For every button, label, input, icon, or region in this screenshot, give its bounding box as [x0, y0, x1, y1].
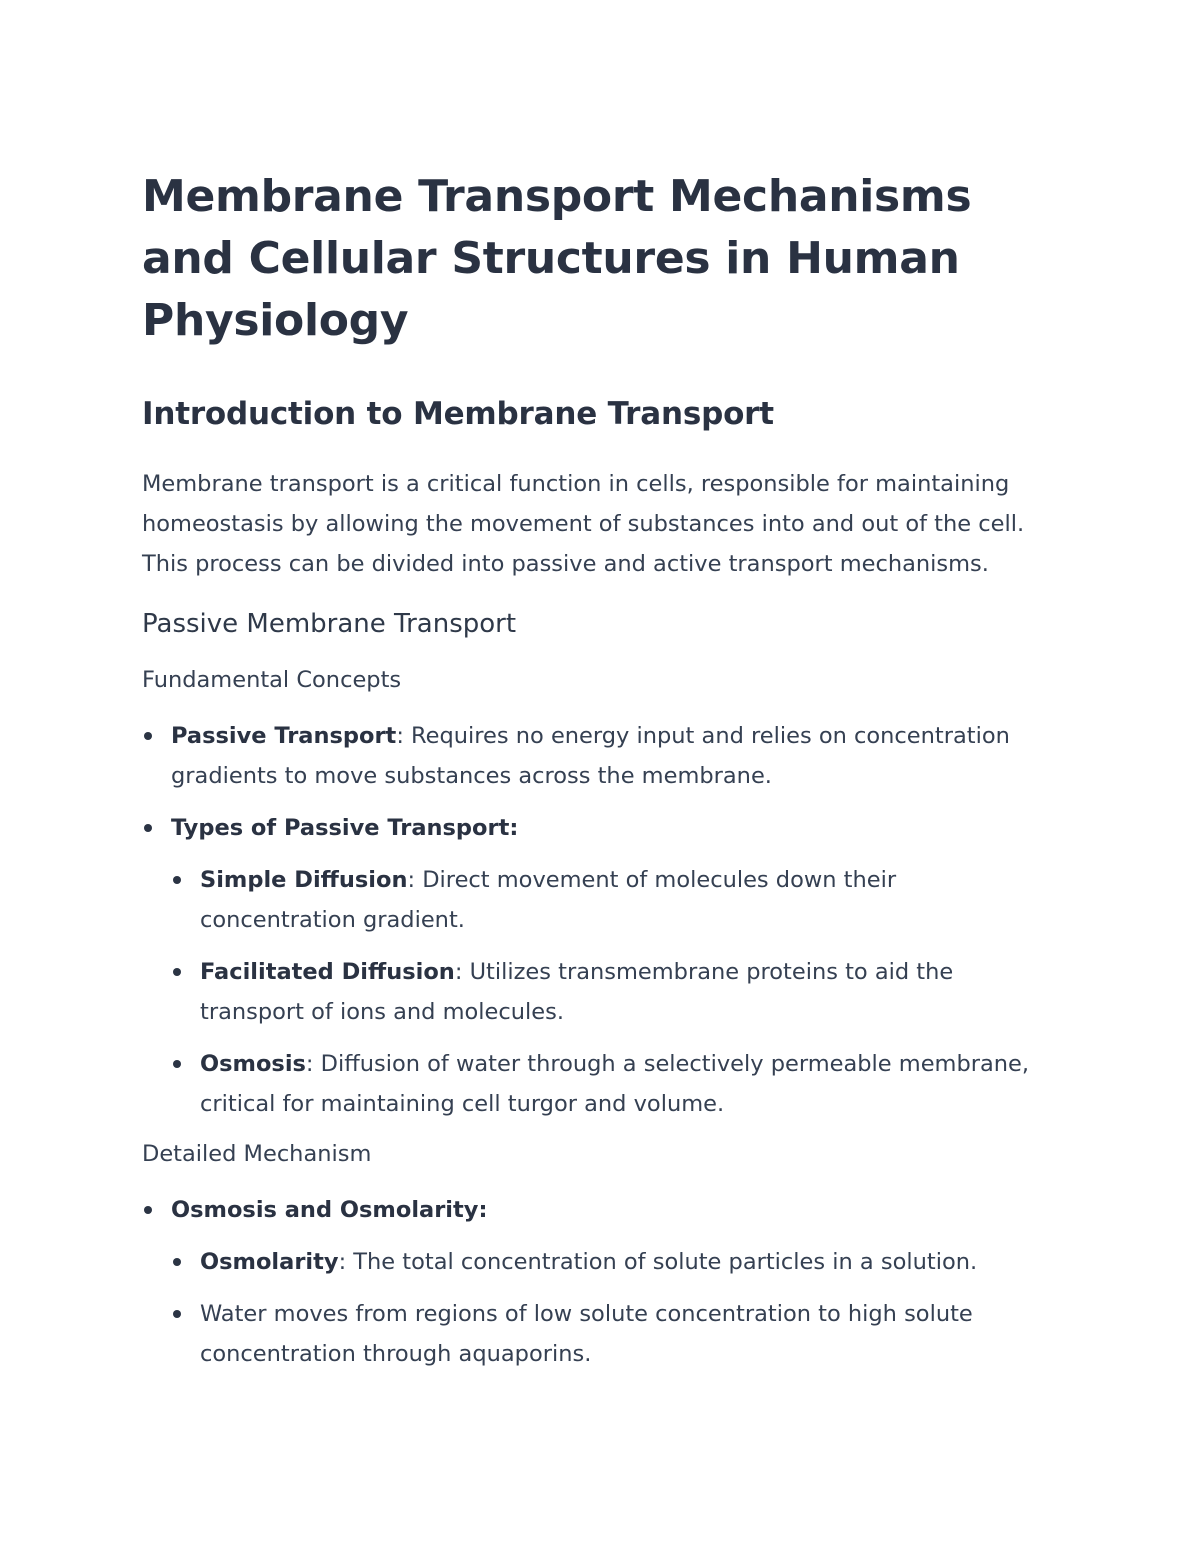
- term-osmosis-and-osmolarity: Osmosis and Osmolarity: [171, 1197, 479, 1223]
- fundamental-concepts-list: [142, 716, 1052, 1124]
- bullet-icon: [144, 824, 152, 832]
- bullet-icon: [144, 1206, 152, 1214]
- definition-simple-diffusion: Direct movement of molecules down their concentration gradient.: [200, 867, 897, 933]
- bullet-icon: [173, 1060, 181, 1068]
- list-item-water-movement: [171, 1294, 1052, 1374]
- detailed-mechanism-heading: Detailed Mechanism: [142, 1141, 372, 1167]
- definition-passive-transport: Requires no energy input and relies on concentration gradients to move substances across the membrane.: [171, 723, 1010, 789]
- term-separator: :: [338, 1249, 354, 1275]
- term-osmolarity: Osmolarity: [200, 1249, 339, 1275]
- bullet-icon: [144, 732, 152, 740]
- term-separator: :: [407, 867, 423, 893]
- document-title: Membrane Transport Mechanisms and Cellular Structures in Human Physiology: [142, 171, 972, 346]
- list-item-passive-transport: [142, 716, 1052, 796]
- term-separator: :: [509, 815, 519, 841]
- list-item-osmosis: [171, 1044, 1052, 1124]
- document-page: [142, 166, 1052, 1386]
- bullet-icon: [173, 1258, 181, 1266]
- bullet-icon: [173, 1310, 181, 1318]
- water-movement-text: Water moves from regions of low solute concentration to high solute concentration through aquaporins.: [200, 1301, 973, 1367]
- term-separator: :: [454, 959, 470, 985]
- types-sublist: [171, 860, 1052, 1124]
- definition-osmolarity: The total concentration of solute particles in a solution.: [353, 1249, 978, 1275]
- intro-paragraph: Membrane transport is a critical function in cells, responsible for maintaining homeostasis by allowing the movement of substances into and out of the cell. This process can be divided into passive and active transport mechanisms.: [142, 471, 1025, 577]
- term-passive-transport: Passive Transport: [171, 723, 397, 749]
- intro-heading: Introduction to Membrane Transport: [142, 396, 774, 432]
- term-facilitated-diffusion: Facilitated Diffusion: [200, 959, 455, 985]
- list-item-osmolarity: [171, 1242, 1052, 1282]
- osmosis-sublist: [171, 1242, 1052, 1374]
- term-separator: :: [478, 1197, 488, 1223]
- passive-transport-heading: Passive Membrane Transport: [142, 609, 517, 639]
- list-item-simple-diffusion: [171, 860, 1052, 940]
- term-simple-diffusion: Simple Diffusion: [200, 867, 408, 893]
- term-separator: :: [396, 723, 412, 749]
- list-item-facilitated-diffusion: [171, 952, 1052, 1032]
- term-osmosis: Osmosis: [200, 1051, 306, 1077]
- definition-osmosis: Diffusion of water through a selectively permeable membrane, critical for maintaining cell turgor and volume.: [200, 1051, 1030, 1117]
- term-separator: :: [305, 1051, 321, 1077]
- term-types-of-passive-transport: Types of Passive Transport: [171, 815, 510, 841]
- definition-facilitated-diffusion: Utilizes transmembrane proteins to aid the transport of ions and molecules.: [200, 959, 954, 1025]
- list-item-osmosis-and-osmolarity: [142, 1190, 1052, 1374]
- bullet-icon: [173, 968, 181, 976]
- detailed-mechanism-list: [142, 1190, 1052, 1374]
- bullet-icon: [173, 876, 181, 884]
- list-item-types-of-passive-transport: [142, 808, 1052, 1124]
- fundamental-concepts-heading: Fundamental Concepts: [142, 667, 402, 693]
